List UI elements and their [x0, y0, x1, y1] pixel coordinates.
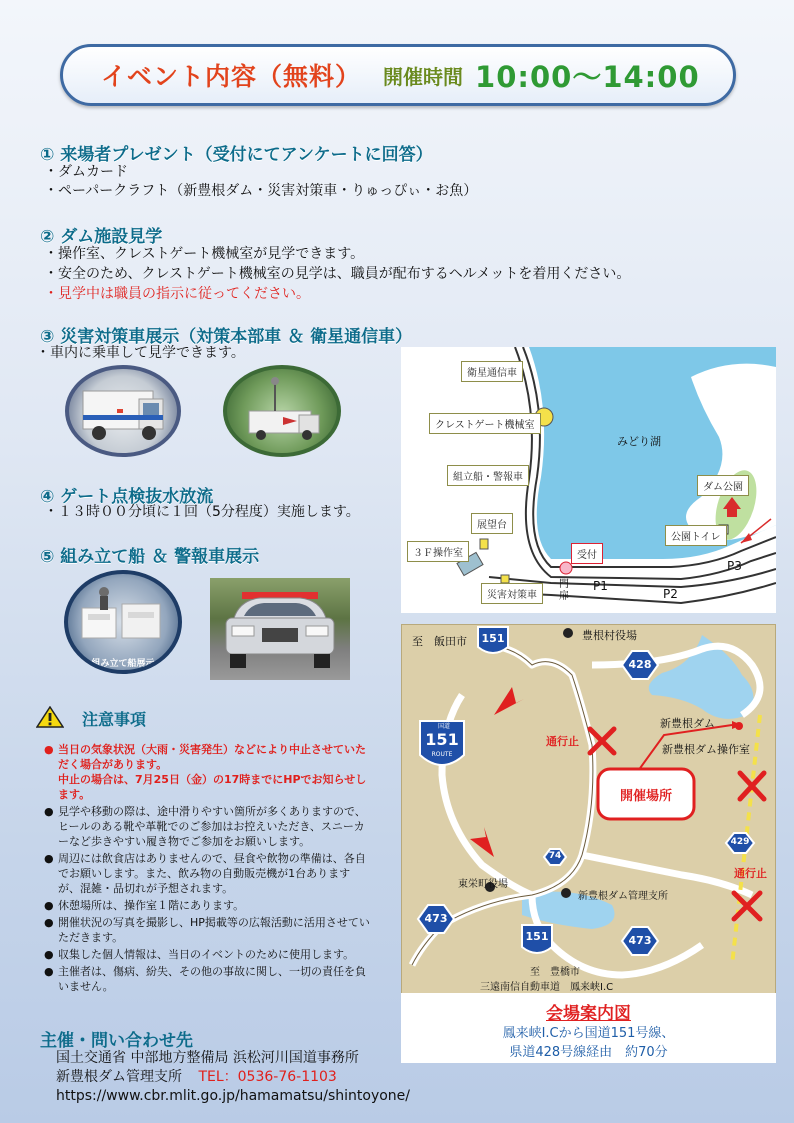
satellite-truck-icon	[227, 369, 337, 453]
note-item: ● 主催者は、傷病、紛失、その他の事故に関し、一切の責任を負いません。	[44, 965, 366, 993]
notes-heading: 注意事項	[82, 710, 147, 729]
label-lake: みどり湖	[617, 435, 661, 448]
section-4-heading: ④ ゲート点検抜水放流	[40, 487, 214, 507]
note-item: ● 当日の気象状況（大雨・災害発生）などにより中止させていただく場合があります。	[44, 743, 366, 771]
label-crest: クレストゲート機械室	[429, 413, 541, 434]
section-1-line: ・ダムカード	[44, 164, 128, 180]
label-shintoyone-op: 新豊根ダム操作室	[662, 743, 750, 756]
time-label: 開催時間	[383, 64, 464, 89]
label-deck: 展望台	[471, 513, 513, 534]
route-151-shield-top: 151	[481, 632, 505, 645]
warning-vehicle-photo	[210, 578, 350, 680]
route-428-shield: 428	[628, 658, 652, 671]
notes-list	[44, 742, 370, 994]
footer-tel[interactable]: TEL：0536-76-1103	[198, 1069, 337, 1085]
note-item: ● 見学や移動の際は、途中滑りやすい箇所が多くありますので、ヒールのある靴や革靴でのご参加はお控えいただき、スニーカーなど歩きやすい履き物でご参加をお願いします。	[44, 805, 366, 848]
access-map-title: 会場案内図	[546, 1004, 631, 1024]
access-map	[401, 624, 776, 994]
route-473-shield-left: 473	[424, 912, 448, 925]
label-shintoyone-dam: 新豊根ダム	[660, 717, 715, 730]
route-429-shield: 429	[730, 837, 750, 847]
footer-org: 国土交通省 中部地方整備局 浜松河川国道事務所	[56, 1050, 359, 1066]
section-2-line: ・安全のため、クレストゲート機械室の見学は、職員が配布するヘルメットを着用ください。	[44, 266, 631, 282]
label-venue: 開催場所	[619, 789, 672, 804]
satellite-vehicle-photo	[223, 365, 341, 457]
note-item: ● 休憩場所は、操作室１階にあります。	[44, 899, 245, 912]
route-74-shield: 74	[548, 851, 562, 861]
label-closed-2: 通行止	[734, 867, 767, 880]
warning-icon	[36, 706, 64, 732]
label-boat: 組立船・警報車	[447, 465, 529, 486]
access-map-caption	[401, 993, 776, 1063]
label-reception: 受付	[571, 543, 603, 564]
note-item: ● 開催状況の写真を撮影し、HP掲載等の広報活動に活用させていただきます。	[44, 916, 370, 944]
label-tosakae: 東栄町役場	[458, 879, 508, 890]
time-value: 10:00～14:00	[475, 59, 700, 94]
label-p3: P3	[727, 559, 742, 573]
title-banner	[60, 44, 736, 106]
footer-office: 新豊根ダム管理支所	[56, 1069, 182, 1085]
section-2-line: ・操作室、クレストゲート機械室が見学できます。	[44, 246, 365, 262]
route-151-shield: 151	[425, 730, 459, 749]
section-3-line: ・車内に乗車して見学できます。	[36, 345, 245, 361]
label-toyone-village: 豊根村役場	[582, 629, 637, 642]
assembled-boat-photo	[64, 570, 182, 674]
footer-heading: 主催・問い合わせ先	[40, 1031, 193, 1051]
label-p1: P1	[593, 579, 608, 593]
section-1-line: ・ペーパークラフト（新豊根ダム・災害対策車・りゅっぴぃ・お魚）	[44, 183, 478, 199]
facility-map	[401, 347, 776, 613]
label-toyohashi: 至 豊橋市	[530, 967, 580, 978]
label-park: ダム公園	[697, 475, 749, 496]
section-2-heading: ② ダム施設見学	[40, 227, 163, 247]
route-473-shield-right: 473	[628, 934, 652, 947]
section-3-heading: ③ 災害対策車展示（対策本部車 ＆ 衛星通信車）	[40, 327, 413, 347]
note-item: 中止の場合は、7月25日（金）の17時までにHPでお知らせします。	[58, 773, 367, 801]
note-item: ● 収集した個人情報は、当日のイベントのために使用します。	[44, 948, 355, 961]
footer-url[interactable]: https://www.cbr.mlit.go.jp/hamamatsu/shintoyone/	[56, 1088, 411, 1104]
command-vehicle-photo	[65, 365, 181, 457]
label-toilet: 公園トイレ	[665, 525, 727, 546]
footer-office-row	[56, 1068, 337, 1087]
boat-photo-caption: 組み立て船展示	[91, 659, 155, 669]
access-map-drawing	[402, 625, 777, 995]
label-iida: 至 飯田市	[412, 635, 467, 648]
section-4-line: ・１３時００分頃に１回（5分程度）実施します。	[44, 504, 360, 520]
route-151-shield-bottom: 151	[525, 930, 549, 943]
label-op3f: ３Ｆ操作室	[407, 541, 469, 562]
event-title: イベント内容（無料）	[101, 62, 362, 91]
section-5-heading: ⑤ 組み立て船 ＆ 警報車展示	[40, 547, 260, 567]
label-p2: P2	[663, 587, 678, 601]
route-word-label: ROUTE	[431, 751, 453, 758]
route-kokudo-label: 国道	[437, 723, 450, 730]
access-map-caption-line: 県道428号線経由 約70分	[509, 1045, 668, 1060]
label-satellite: 衛星通信車	[461, 361, 523, 382]
truck-icon	[69, 369, 177, 453]
section-1-heading: ① 来場者プレゼント（受付にてアンケートに回答）	[40, 145, 433, 165]
label-expressway: 三遠南信自動車道 鳳来峡I.C	[480, 982, 614, 993]
section-2-warning: ・見学中は職員の指示に従ってください。	[44, 286, 310, 302]
label-closed-1: 通行止	[546, 735, 579, 748]
note-item: ● 周辺には飲食店はありませんので、昼食や飲物の準備は、各自でお願いします。また、飲み物の自動販売機が1台ありますが、混雑・品切れが予想されます。	[44, 852, 366, 895]
label-disaster: 災害対策車	[481, 583, 543, 604]
label-office: 新豊根ダム管理支所	[578, 891, 668, 902]
access-map-caption-line: 鳳来峡I.Cから国道151号線、	[502, 1026, 675, 1041]
label-gate: 門扉	[559, 579, 569, 602]
patrol-car-icon	[210, 578, 350, 680]
